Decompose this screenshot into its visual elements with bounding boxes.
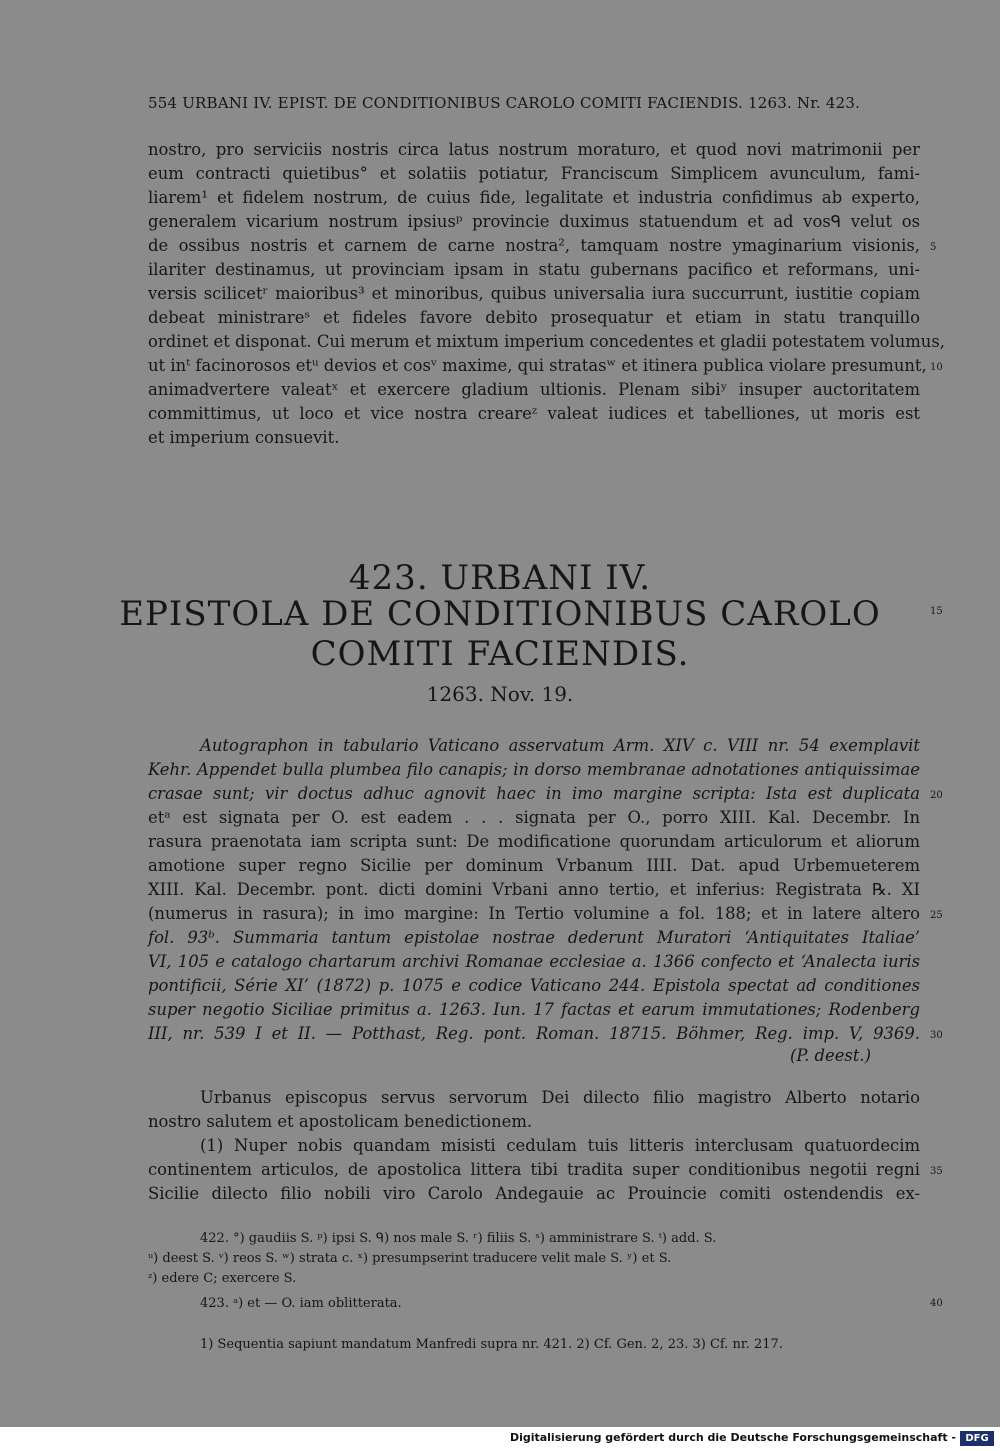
text-line: super negotio Siciliae primitus a. 1263. Iun. 17 factas et earum immutationes; Rodenberg [148, 1000, 920, 1019]
footnote-line: 422. °) gaudiis S. ᵖ) ipsi S. ᑫ) nos male S. ʳ) filiis S. ˢ) amministrare S. ᵗ) add. S. [200, 1231, 717, 1246]
text-line: generalem vicarium nostrum ipsiusᵖ provincie duximus statuendum et ad vosᑫ velut os [148, 212, 920, 231]
line-number: 5 [930, 242, 937, 253]
dfg-logo-icon: DFG [960, 1431, 994, 1446]
title-line: 423. URBANI IV. [348, 558, 652, 598]
text-line: (P. deest.) [790, 1046, 872, 1065]
text-line: fol. 93ᵇ. Summaria tantum epistolae nostrae dederunt Muratori ‘Antiquitates Italiae’ [148, 928, 920, 947]
text-line: crasae sunt; vir doctus adhuc agnovit haec in imo margine scripta: Ista est duplicata [148, 784, 920, 803]
text-line: et imperium consuevit. [148, 428, 340, 447]
line-number: 20 [930, 790, 943, 801]
text-line: (numerus in rasura); in imo margine: In Tertio volumine a fol. 188; et in latere altero [148, 904, 920, 923]
text-line [148, 736, 920, 756]
title-line: COMITI FACIENDIS. [310, 634, 690, 674]
text-line: ordinet et disponat. Cui merum et mixtum imperium concedentes et gladii potestatem volumus, [148, 332, 945, 351]
line-number: 10 [930, 362, 943, 373]
text-line: animadvertere valeatˣ et exercere gladium ultionis. Plenam sibiʸ insuper auctoritatem [148, 380, 920, 399]
line-number: 30 [930, 1030, 943, 1041]
text-line: Kehr. Appendet bulla plumbea filo canapis; in dorso membranae adnotationes antiquissimae [148, 760, 920, 779]
source-text: Autographon in tabulario Vaticano asservatum Arm. XIV c. VIII nr. 54 exemplavit [200, 736, 920, 755]
explanatory-footnotes: 1) Sequentia sapiunt mandatum Manfredi supra nr. 421. 2) Cf. Gen. 2, 23. 3) Cf. nr. 217. [200, 1337, 783, 1352]
title-line: EPISTOLA DE CONDITIONIBUS CAROLO [119, 594, 881, 634]
text-line: de ossibus nostris et carnem de carne nostra², tamquam nostre ymaginarium visionis, [148, 236, 920, 255]
text-line: eum contracti quietibus° et solatiis potiatur, Franciscum Simplicem avunculum, fami- [148, 164, 920, 183]
line-number: 25 [930, 910, 943, 921]
text-line: amotione super regno Sicilie per dominum Vrbanum IIII. Dat. apud Urbemueterem [148, 856, 920, 875]
text-line: committimus, ut loco et vice nostra creareᶻ valeat iudices et tabelliones, ut moris est [148, 404, 920, 423]
line-number: 15 [930, 606, 943, 617]
text-line: nostro, pro serviciis nostris circa latus nostrum moraturo, et quod novi matrimonii per [148, 140, 920, 159]
running-header: 554 URBANI IV. EPIST. DE CONDITIONIBUS CAROLO COMITI FACIENDIS. 1263. Nr. 423. [148, 94, 861, 112]
footnote-line: ᵘ) deest S. ᵛ) reos S. ʷ) strata c. ˣ) presumpserint traducere velit male S. ʸ) et S. [148, 1251, 672, 1266]
text-line: III, nr. 539 I et II. — Potthast, Reg. pont. Roman. 18715. Böhmer, Reg. imp. V, 9369. [148, 1024, 920, 1043]
line-number: 35 [930, 1166, 943, 1177]
text-line: VI, 105 e catalogo chartarum archivi Romanae ecclesiae a. 1366 confecto et ‘Analecta iuris [148, 952, 920, 971]
line-number: 40 [930, 1298, 943, 1309]
document-date: 1263. Nov. 19. [426, 682, 574, 706]
text-line: Urbanus episcopus servus servorum Dei dilecto filio magistro Alberto notario [200, 1088, 920, 1107]
footnote-line: 423. ᵃ) et — O. iam oblitterata. [200, 1296, 402, 1311]
text-line: ut inᵗ facinorosos etᵘ devios et cosᵛ maxime, qui stratasʷ et itinera publica violare presumunt, [148, 356, 927, 375]
text-line: liarem¹ et fidelem nostrum, de cuius fide, legalitate et industria confidimus ab experto, [148, 188, 920, 207]
text-line: nostro salutem et apostolicam benedictionem. [148, 1112, 533, 1131]
text-line: XIII. Kal. Decembr. pont. dicti domini Vrbani anno tertio, et inferius: Registrata ℞. XI [148, 880, 920, 899]
funding-credit: Digitalisierung gefördert durch die Deutsche Forschungsgemeinschaft - [509, 1431, 956, 1444]
text-line: debeat ministrareˢ et fideles favore debito prosequatur et etiam in statu tranquillo [148, 308, 920, 327]
text-line: pontificii, Série XI’ (1872) p. 1075 e codice Vaticano 244. Epistola spectat ad conditiones [148, 976, 920, 995]
text-line: (1) Nuper nobis quandam misisti cedulam tuis litteris interclusam quatuordecim [200, 1136, 920, 1155]
text-line: versis scilicetʳ maioribus³ et minoribus, quibus universalia iura succurrunt, iustitie copiam [148, 284, 920, 303]
digitization-credit-bar [0, 1427, 1000, 1451]
footnote-line: ᶻ) edere C; exercere S. [148, 1271, 297, 1286]
text-line: rasura praenotata iam scripta sunt: De modificatione quorundam articulorum et aliorum [148, 832, 920, 851]
text-line: Sicilie dilecto filio nobili viro Carolo Andegauie ac Prouincie comiti ostendendis ex- [148, 1184, 920, 1203]
text-line: continentem articulos, de apostolica littera tibi tradita super conditionibus negotii regni [148, 1160, 920, 1179]
text-line: ilariter destinamus, ut provinciam ipsam in statu gubernans pacifico et reformans, uni- [148, 260, 920, 279]
text-line: etᵃ est signata per O. est eadem . . . signata per O., porro XIII. Kal. Decembr. In [148, 808, 920, 827]
